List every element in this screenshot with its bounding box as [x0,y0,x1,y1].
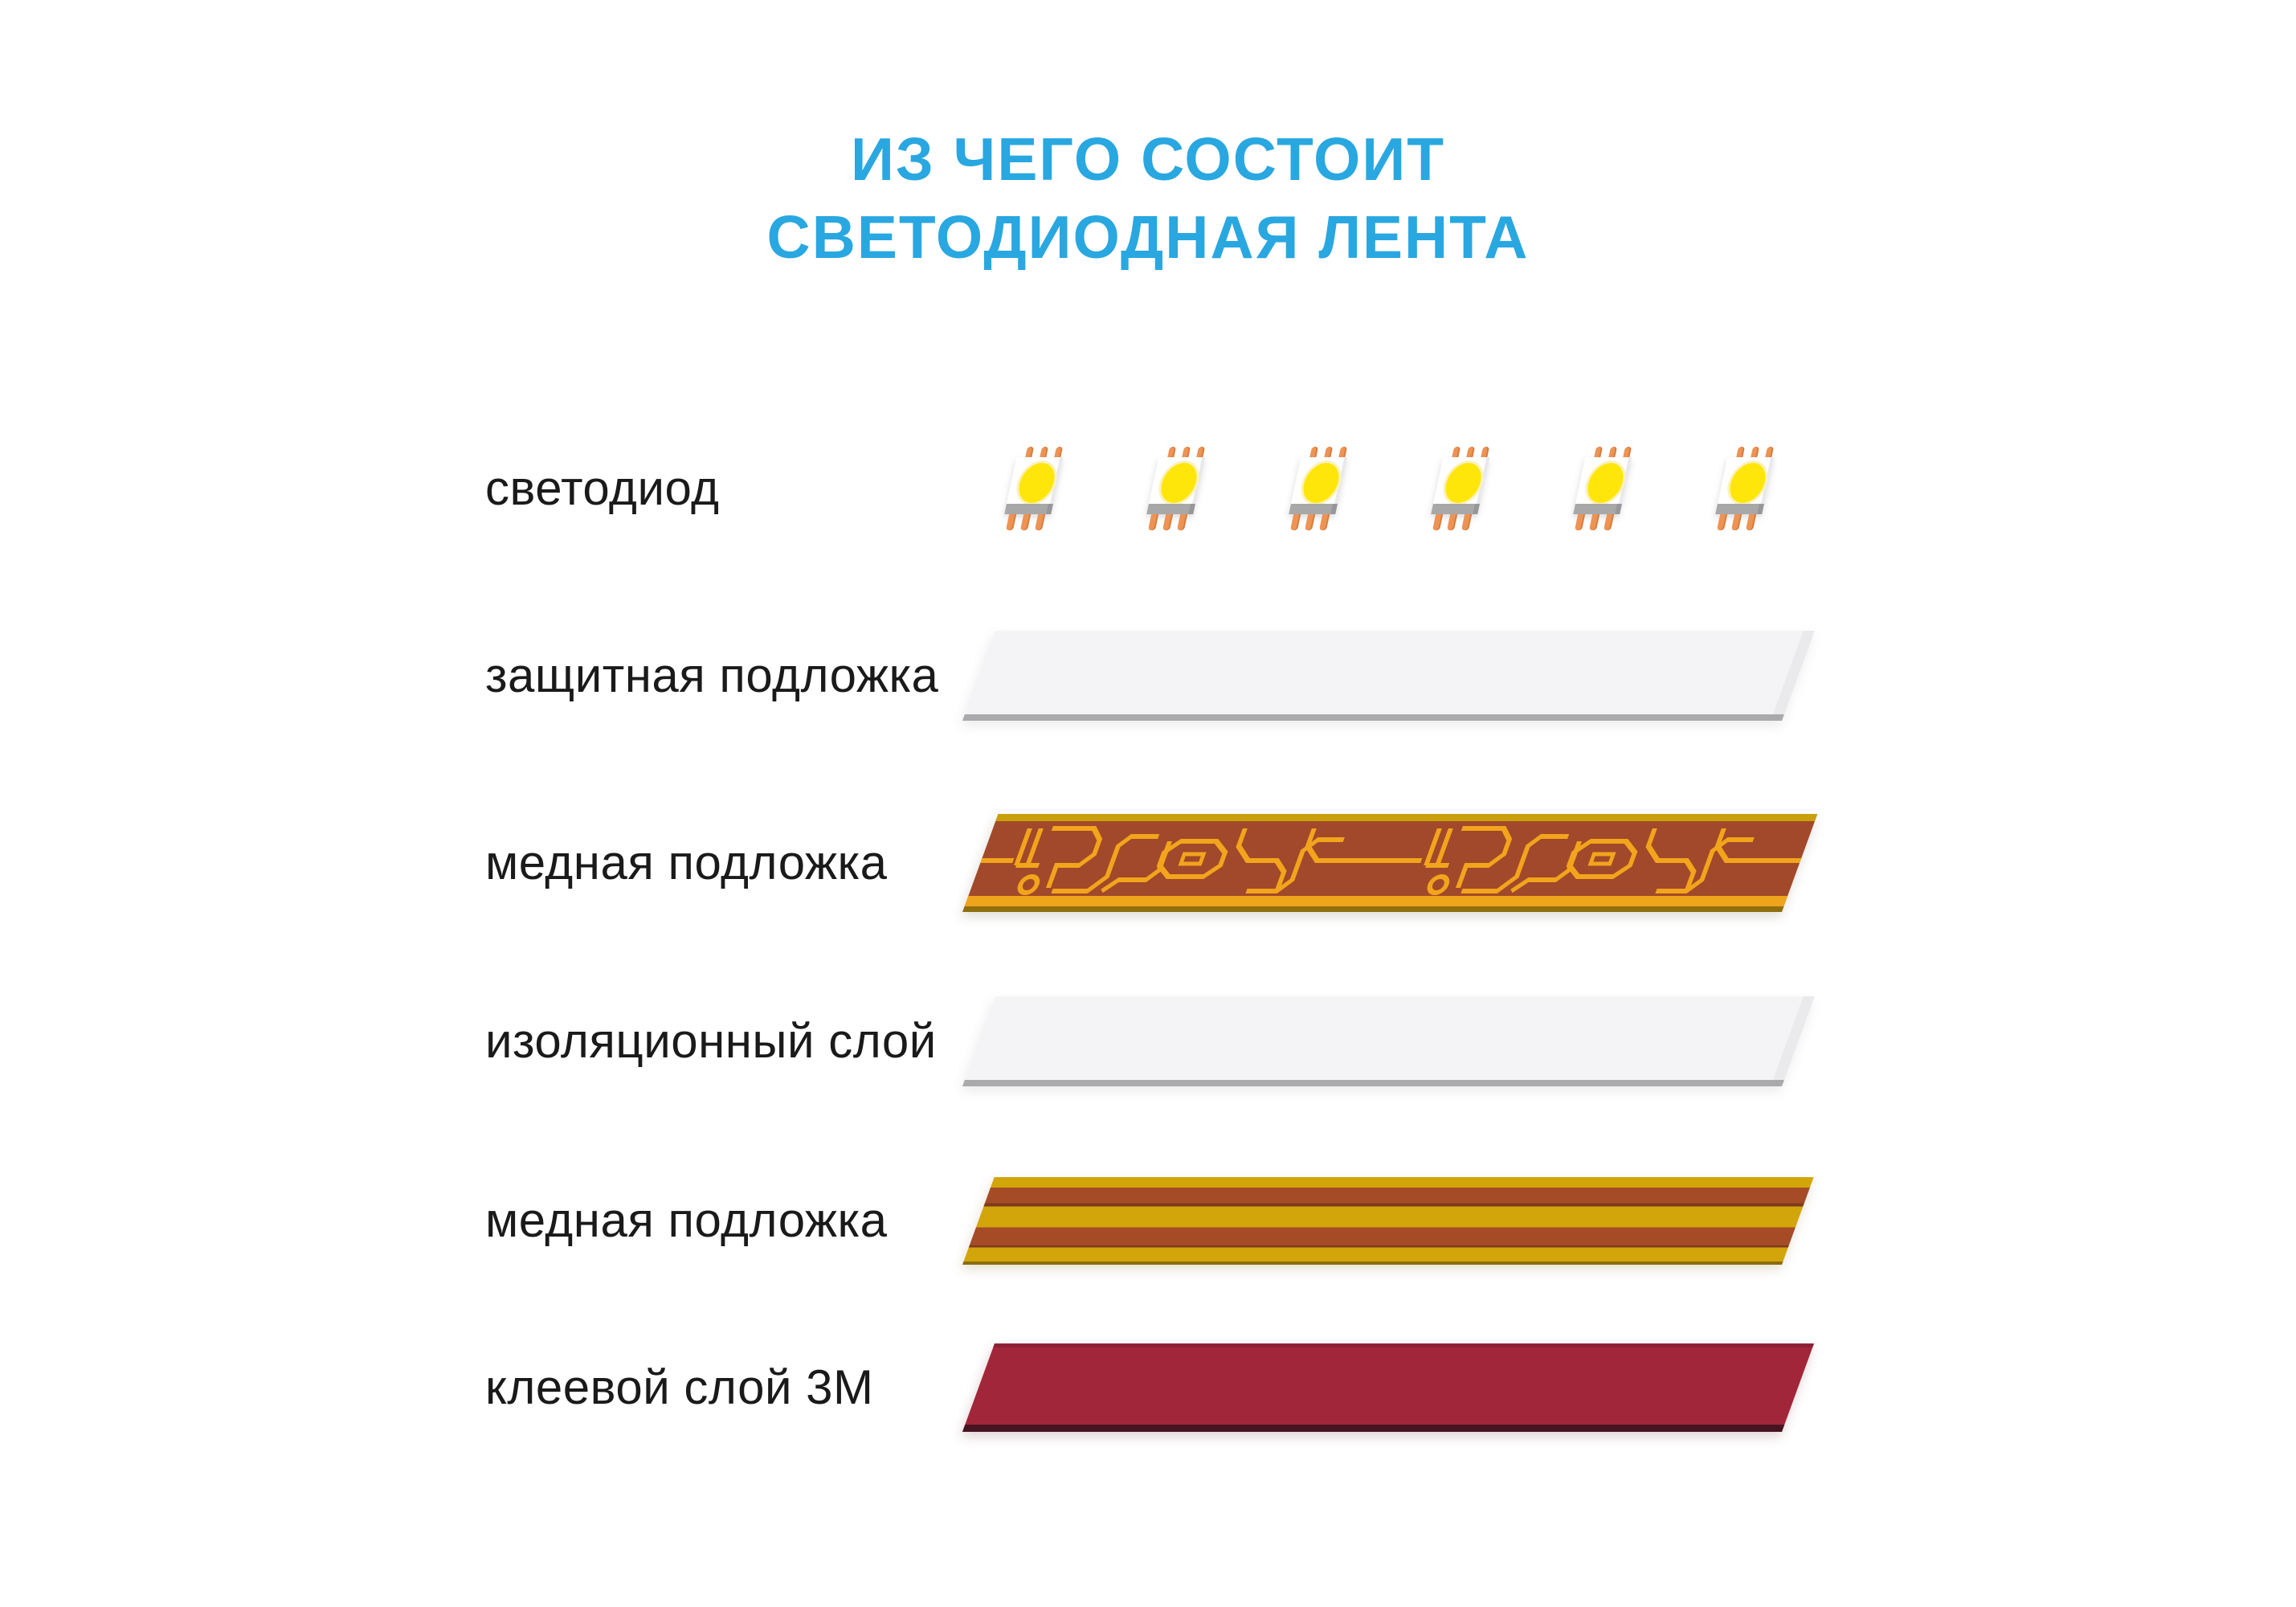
led-pin-icon [1575,514,1585,530]
led-pin-icon [1746,514,1756,530]
layer-bottom-edge [962,1425,1784,1432]
led-body [1004,457,1063,514]
led-base [1289,504,1338,514]
led-pin-icon [1162,514,1173,530]
led-base [1573,504,1622,514]
led-chip [1721,457,1775,508]
led-pin-icon [1177,514,1187,530]
led-icon [1424,447,1495,530]
led-chip [1010,457,1064,508]
led-icon [1567,447,1637,530]
layer-adhesive-3m [962,1343,1814,1432]
led-body [1146,457,1205,514]
led-icon [998,447,1068,530]
led-chip [1579,457,1632,508]
led-body [1715,457,1774,514]
layer-copper-striped [962,1177,1814,1265]
led-pin-icon [1020,514,1031,530]
led-pin-icon [1461,514,1472,530]
layer-bottom-edge [962,1080,1784,1086]
led-body [1431,457,1489,514]
page-title-line-2: СВЕТОДИОДНАЯ ЛЕНТА [766,203,1530,271]
layer-side-face [1771,996,1815,1086]
layer-insulation [962,996,1815,1086]
label-insulation: изоляционный слой [485,1014,937,1068]
led-pin-icon [1589,514,1599,530]
led-pin-icon [1006,514,1016,530]
led-chip [1152,457,1206,508]
page-title-line-1: ИЗ ЧЕГО СОСТОИТ [850,125,1446,193]
led-pin-icon [1319,514,1330,530]
led-base [1431,504,1480,514]
led-pin-icon [1290,514,1301,530]
led-pin-icon [1305,514,1315,530]
layer-copper-circuit [962,814,1817,912]
led-base [1146,504,1195,514]
label-copper-striped: медная подложка [485,1193,888,1247]
led-pin-icon [1717,514,1727,530]
label-adhesive: клеевой слой 3М [485,1360,874,1414]
page-title [0,121,2296,276]
led-pin-icon [1148,514,1158,530]
led-icon [1140,447,1211,530]
led-chip [1294,457,1348,508]
led-icon [1709,447,1779,530]
led-icon [1282,447,1353,530]
led-chip [1436,457,1490,508]
label-copper-circuit: медная подложка [485,836,888,889]
label-led: светодиод [485,461,720,515]
led-pin-icon [1432,514,1443,530]
led-pin-icon [1604,514,1614,530]
layer-bottom-edge [962,714,1784,721]
layer-protective-backing [962,631,1815,721]
led-body [1289,457,1347,514]
label-protective: защитная подложка [485,648,939,702]
layer-top-edge [993,1343,1814,1347]
led-pin-icon [1731,514,1742,530]
led-pin-icon [1447,514,1457,530]
led-pin-icon [1035,514,1045,530]
circuit-traces-graphic [962,814,1817,912]
led-base [1715,504,1764,514]
led-body [1573,457,1632,514]
led-base [1004,504,1053,514]
layer-side-face [1771,631,1815,721]
